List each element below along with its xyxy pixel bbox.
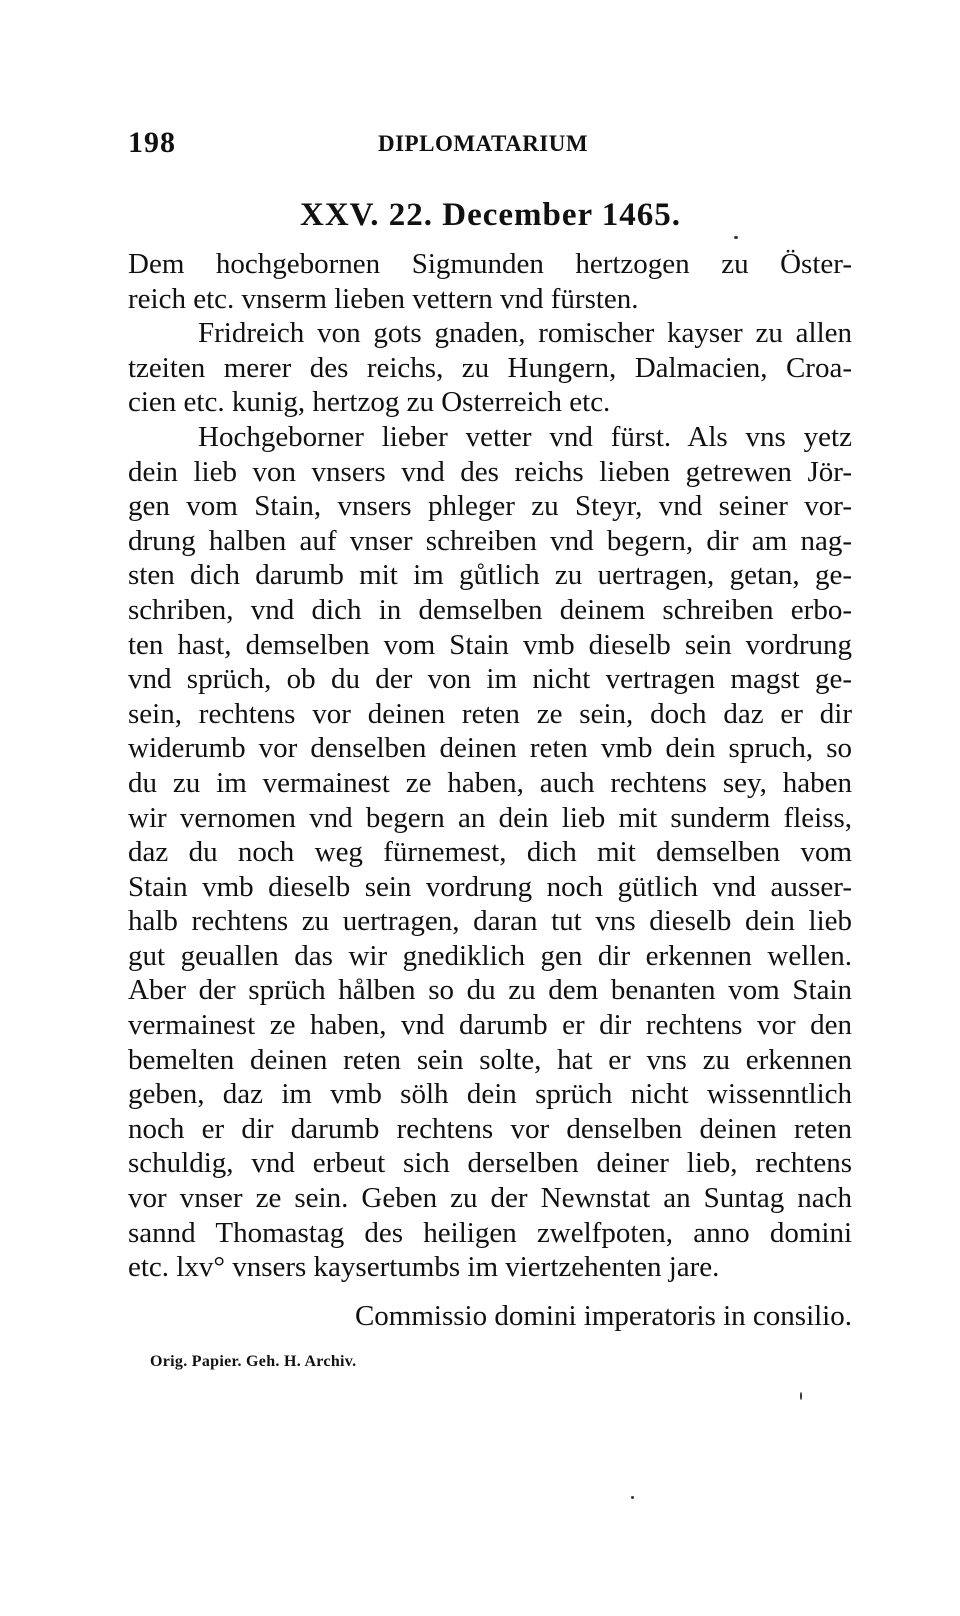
document-body (128, 247, 852, 1285)
text-line: schriben, vnd dich in demselben deinem schreiben erbo- (128, 593, 852, 626)
source-note: Orig. Papier. Geh. H. Archiv. (150, 1353, 357, 1370)
text-line: etc. lxv° vnsers kaysertumbs im viertzehenten jare. (128, 1251, 720, 1284)
text-line: tzeiten merer des reichs, zu Hungern, Dalmacien, Croa- (128, 351, 852, 384)
text-line: sten dich darumb mit im gůtlich zu uertragen, getan, ge- (128, 559, 852, 592)
text-line: Dem hochgebornen Sigmunden hertzogen zu Öster- (128, 248, 852, 280)
text-line: gut geuallen das wir gnediklich gen dir erkennen wellen. (128, 939, 852, 972)
text-line: Stain vmb dieselb sein vordrung noch gütlich vnd ausser- (128, 870, 852, 903)
text-line: halb rechtens zu uertragen, daran tut vns dieselb dein lieb (128, 905, 852, 938)
text-line: schuldig, vnd erbeut sich derselben deiner lieb, rechtens (128, 1147, 852, 1180)
text-line: Hochgeborner lieber vetter vnd fürst. Als vns yetz (198, 420, 852, 453)
text-line: dein lieb von vnsers vnd des reichs lieben getrewen Jör- (128, 455, 852, 488)
text-line: vermainest ze haben, vnd darumb er dir rechtens vor den (128, 1009, 852, 1042)
text-line: noch er dir darumb rechtens vor denselben deinen reten (128, 1112, 852, 1145)
text-line: ten hast, demselben vom Stain vmb dieselb sein vordrung (128, 628, 852, 661)
document-heading: XXV. 22. December 1465. (300, 197, 682, 233)
text-line: sannd Thomastag des heiligen zwelfpoten, anno domini (128, 1216, 852, 1249)
text-line: du zu im vermainest ze haben, auch rechtens sey, haben (128, 766, 852, 799)
print-speck (631, 1496, 634, 1499)
text-line: Aber der sprüch hålben so du zu dem benanten vom Stain (128, 974, 852, 1007)
text-line: daz du noch weg fürnemest, dich mit demselben vom (128, 836, 852, 869)
print-speck (800, 1392, 802, 1400)
text-line: vor vnser ze sein. Geben zu der Newnstat an Suntag nach (128, 1182, 852, 1215)
text-line: drung halben auf vnser schreiben vnd begern, dir am nag- (128, 524, 852, 557)
closing-formula: Commissio domini imperatoris in consilio. (354, 1300, 852, 1332)
text-line: gen vom Stain, vnsers phleger zu Steyr, vnd seiner vor- (128, 490, 852, 523)
text-line: geben, daz im vmb sölh dein sprüch nicht wissenntlich (128, 1078, 852, 1111)
text-line: vnd sprüch, ob du der von im nicht vertragen magst ge- (128, 663, 852, 696)
text-line: cien etc. kunig, hertzog zu Osterreich etc. (128, 386, 611, 419)
text-line: sein, rechtens vor deinen reten ze sein, doch daz er dir (128, 697, 852, 730)
page-number: 198 (128, 126, 176, 159)
print-speck (734, 236, 738, 239)
running-head: DIPLOMATARIUM (378, 131, 589, 156)
text-line: Fridreich von gots gnaden, romischer kayser zu allen (198, 317, 852, 350)
text-line: widerumb vor denselben deinen reten vmb dein spruch, so (128, 732, 852, 765)
text-line: bemelten deinen reten sein solte, hat er vns zu erkennen (128, 1043, 852, 1076)
text-line: wir vernomen vnd begern an dein lieb mit sunderm fleiss, (128, 801, 852, 834)
text-line: reich etc. vnserm lieben vettern vnd fürsten. (128, 282, 639, 315)
